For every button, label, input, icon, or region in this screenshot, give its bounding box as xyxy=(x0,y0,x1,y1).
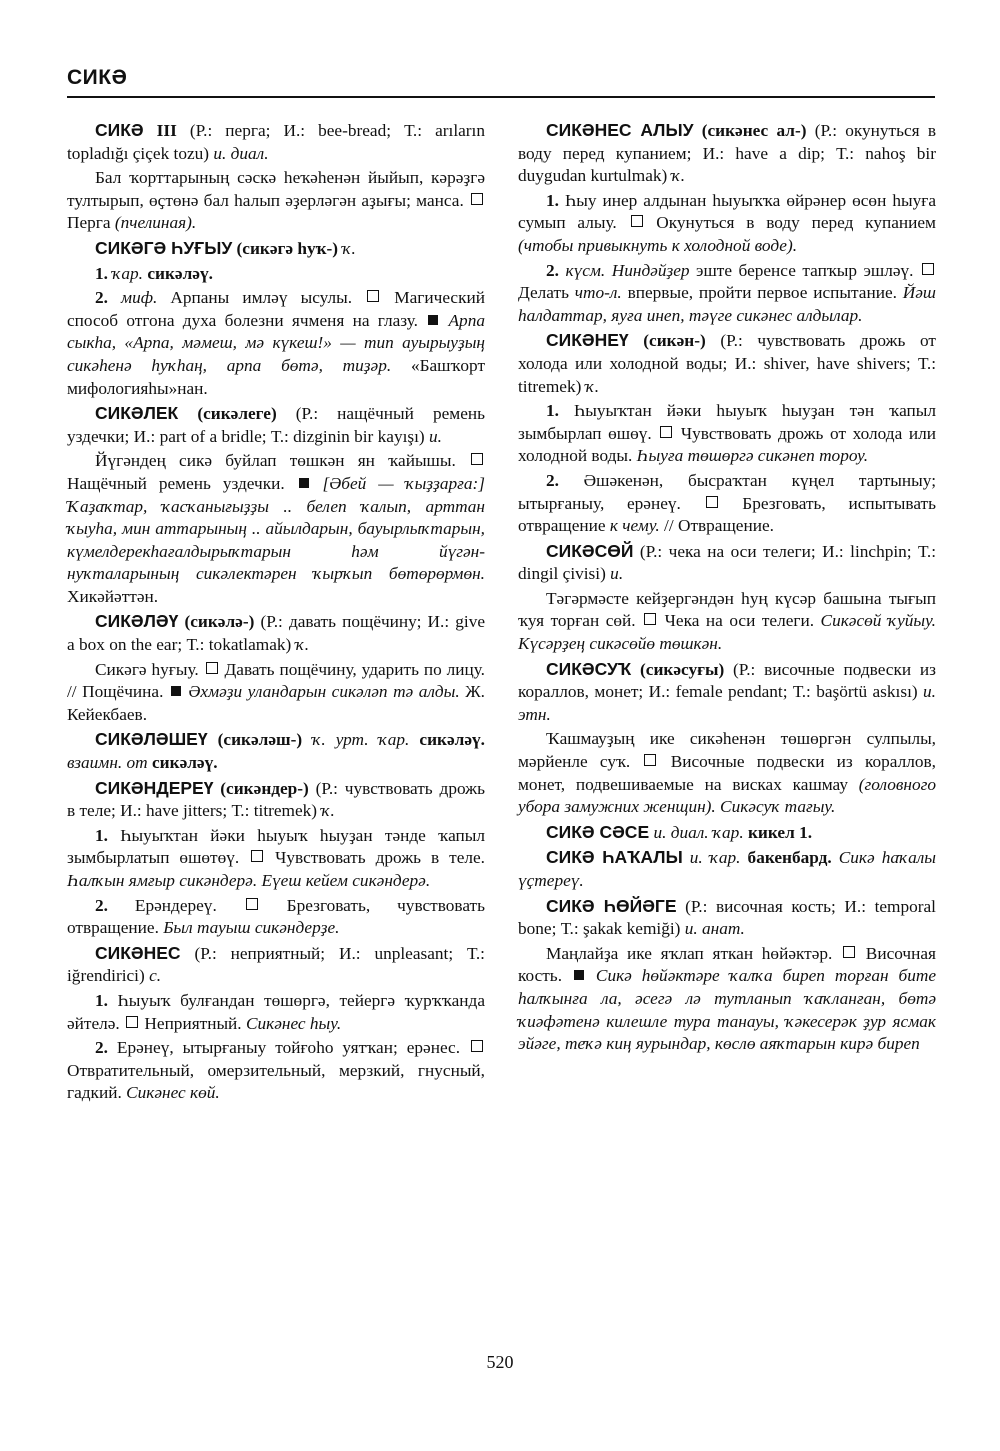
entry-sikanderau: СИКӘНДЕРЕҮ (сикәндер-) (Р.: чувствовать дрожь в теле; И.: have jitters; Т.: titremek) ҡ. xyxy=(67,777,485,821)
example: Был тауыш сикәндерҙе. xyxy=(158,918,340,938)
square-marker-icon xyxy=(631,215,643,227)
sense-2: 2. Ерәнеү, ытырғаныу тойғоһо уятҡан; ерәнес. Отвратительный, омерзительный, мерзкий, гнусный, гадкий. Сикәнес көй. xyxy=(67,1038,485,1103)
headword: СИКӘЛӘШЕҮ xyxy=(95,729,208,750)
headword: СИКӘНЕҮ xyxy=(546,330,629,351)
example: Сикәнес көй. xyxy=(121,1083,220,1103)
sense-2: 2. миф. Арпаны имләү ысулы. Магический способ отгона духа болезни ячменя на глазу. Арпа сыкһа, «Арпа, мәмеш, мә күкеш!» — тип ауырыуҙың сикәһенә һуҡһаң, арпа бөтә, тиҙәр. «Башҡорт мифологияһы»нан. xyxy=(67,288,485,398)
page-number: 520 xyxy=(486,1352,514,1372)
sense-2: 2. Ерәндереү. Брезговать, чувствовать отвращение. Был тауыш сикәндерҙе. xyxy=(67,895,485,938)
square-marker-icon xyxy=(471,453,483,465)
entry-sikasoy: СИКӘСӨЙ (Р.: чека на оси телеги; И.: linchpin; Т.: dingil çivisi) и. xyxy=(518,540,936,584)
entry-sikalau: СИКӘЛӘҮ (сикәлә-) (Р.: давать пощёчину; И.: give a box on the ear; Т.: tokatlamak) ҡ. xyxy=(67,611,486,655)
example: Сикә һаҡалы үҫтереү. xyxy=(518,848,937,890)
entry-sika-sese: СИКӘ СӘСЕ и. диал. ҡар. кикел 1. xyxy=(546,821,813,842)
headword: СИКӘНЕС xyxy=(95,942,181,963)
square-marker-icon xyxy=(126,1016,138,1028)
definition: Ҡашмауҙың ике сикәһенән төшөргән сулпылы, мәрйенле суҡ. Височные подвески из кораллов, монет, подвешиваемые на висках кашмау (головного убора замужних женщин). Сикәсуҡ тағыу. xyxy=(518,729,936,817)
filled-square-marker-icon xyxy=(299,478,309,488)
sense-2: 2. күсм. Ниндәйҙер эште беренсе тапҡыр эшләү. Делать что-л. впервые, пройти первое испытание. Йәш һалдаттар, яуға инеп, тәүге сикәнес алдылар. xyxy=(518,260,936,325)
example: Һыуға төшөргә сикәнеп тороу. xyxy=(632,446,869,466)
headword: СИКӘ xyxy=(95,120,144,140)
entry-sikalashau: СИКӘЛӘШЕҮ (сикәләш-) ҡ. урт. ҡар. сикәләү. взаимн. от сикәләү. xyxy=(67,729,486,773)
sense-1: 1. ҡар. сикәләү. xyxy=(95,263,213,283)
square-marker-icon xyxy=(471,193,483,205)
entry-sikasuk: СИКӘСУҠ (сикәсуғы) (Р.: височные подвески из кораллов, монет; И.: female pendant; Т.: başörtü askısı) и. этн. xyxy=(518,658,937,724)
entry-sika-3 xyxy=(67,119,485,165)
square-marker-icon xyxy=(706,496,718,508)
entry-sikaneu: СИКӘНЕҮ (сикән-) (Р.: чувствовать дрожь от холода или холодной воды; И.: shiver, have shivers; Т.: titremek) ҡ. xyxy=(518,330,936,396)
example: Арпа сыкһа, «Арпа, мәмеш, мә күкеш!» — тип ауырыуҙың сикәһенә һуҡһаң, арпа бөтә, тиҙәр. xyxy=(67,310,485,375)
headword: СИКӘГӘ ҺУҒЫУ xyxy=(95,237,233,258)
entry-sikanes: СИКӘНЕС (Р.: неприятный; И.: unpleasant; Т.: iğrendirici) с. xyxy=(67,942,485,986)
example: Әхмәҙи уландарын сикәләп тә алды. xyxy=(182,682,460,702)
example: Сикәнес һыу. xyxy=(241,1013,342,1033)
square-marker-icon xyxy=(644,754,656,766)
headword: СИКӘСУҠ xyxy=(546,658,632,679)
square-marker-icon xyxy=(843,946,855,958)
example: Һалҡын ямғыр сикәндерә. Еүеш кейем сикәндерә. xyxy=(67,871,431,890)
square-marker-icon xyxy=(251,850,263,862)
filled-square-marker-icon xyxy=(171,686,181,696)
definition: Маңлайҙа ике яҡлап яткан һөйәктәр. Височная кость. Сикә һөйәктәре ҡалҡа биреп торған бите һалҡынға ла, әсегә лә тутланып ҡаҡланған, бөтә ҡиәфәтенә килешле тура танауы, ҡәкесерәк ҙур ясмак эйәге, теҡә киң яурындар, көслө аяҡтарын кирә биреп xyxy=(518,943,936,1054)
entry-sika-hakaly: СИКӘ ҺАҠАЛЫ и. ҡар. бакенбард. Сикә һаҡалы үҫтереү. xyxy=(518,847,937,890)
entry-sikage-hugyu: СИКӘГӘ ҺУҒЫУ (сикәгә һуҡ-) ҡ. xyxy=(95,237,356,258)
square-marker-icon xyxy=(471,1040,483,1052)
definition: Йүгәндең сикә буйлап төшкән ян ҡайышы. Нащёчный ремень уздечки. [Әбей — ҡыҙҙарға:] Ҡаҙаҡтар, ҡасҡанығыҙҙы .. белеп ҡалып, арттан ҡыуһа, мин аттарының .. айылдарын, бауырлыҡтарын, күмелдерекһағалдырыҡтарын һәм йүгән-нуҡталарының сикәлектәрен ҡырҡып бөтөрөрмөн. Хикәйәттән. xyxy=(67,451,485,606)
sense-1: 1. Һыуыҡтан йәки һыуыҡ һыуҙан тәнде ҡапыл зымбырлатып өшөтөү. Чувствовать дрожь в теле. Һалҡын ямғыр сикәндерә. Еүеш кейем сикәндерә. xyxy=(67,825,485,890)
homonym-number: III xyxy=(156,121,177,140)
filled-square-marker-icon xyxy=(574,970,584,980)
sense-2: 2. Әшәкенән, бысраҡтан күңел тартыныу; ытырғаныу, ерәнеү. Брезговать, испытывать отвращение к чему. // Отвращение. xyxy=(518,470,936,536)
square-marker-icon xyxy=(367,290,379,302)
headword: СИКӘ ҺАҠАЛЫ xyxy=(546,847,683,868)
definition: Сикәгә һуғыу. Давать пощёчину, ударить по лицу. // Пощёчина. Әхмәҙи уландарын сикәләп тә алды. Ж. Кейекбаев. xyxy=(67,659,486,724)
pos-label: и. диал. xyxy=(213,143,269,163)
headword: СИКӘЛЕК xyxy=(95,403,179,424)
header-rule xyxy=(67,96,935,98)
sense-1: 1. Һыуыҡтан йәки һыуыҡ һыуҙан тән ҡапыл зымбырлап өшөү. Чувствовать дрожь от холода или холодной воды. Һыуға төшөргә сикәнеп тороу. xyxy=(518,401,936,466)
square-marker-icon xyxy=(246,898,258,910)
example: Сикәсуҡ тағыу. xyxy=(715,797,836,817)
right-column xyxy=(518,118,936,1058)
headword: СИКӘ ҺӨЙӘГЕ xyxy=(546,895,677,916)
example: Сикәсөй ҡуйыу. Күсәрҙең сикәсөйө төшкән. xyxy=(518,611,936,654)
filled-square-marker-icon xyxy=(428,315,438,325)
headword: СИКӘНЕС АЛЫУ xyxy=(546,120,694,140)
gloss: (Р.: перга; И.: bee-bread; Т.: arıların topladığı çiçek tozu) xyxy=(67,121,485,163)
square-marker-icon xyxy=(644,613,656,625)
headword: СИКӘНДЕРЕҮ xyxy=(95,777,214,798)
headword: СИКӘ СӘСЕ xyxy=(546,821,650,842)
left-column xyxy=(67,118,485,1107)
headword: СИКӘЛӘҮ xyxy=(95,611,179,632)
example: Сикә һөйәктәре ҡалҡа биреп торған бите һалҡынға ла, әсегә лә тутланып ҡаҡланған, бөтә ҡиәфәтенә килешле тура танауы, ҡәкесерәк ҙур ясмак эйәге, теҡә киң яурындар, көслө аяҡтарын кирә биреп xyxy=(518,966,936,1054)
sense-1: 1. Һыуыҡ булғандан төшөргә, тейергә ҡурҡҡанда әйтелә. Неприятный. Сикәнес һыу. xyxy=(67,990,485,1033)
square-marker-icon xyxy=(922,263,934,275)
headword: СИКӘСӨЙ xyxy=(546,540,634,561)
entry-sikalek: СИКӘЛЕК (сикәлеге) (Р.: нащёчный ремень уздечки; И.: part of a bridle; Т.: dizginin bir kayışı) и. xyxy=(67,403,485,446)
example: Йәш һалдаттар, яуға инеп, тәүге сикәнес алдылар. xyxy=(518,283,936,325)
definition: Бал ҡорттарының сәскә һеҡәһенән йыйып, кәрәҙгә тултырып, өҫтөнә бал һалып әҙерләгән аҙығы; манса. Перга (пчелиная). xyxy=(67,168,485,233)
running-head: СИКӘ xyxy=(67,66,128,89)
definition: Тәгәрмәсте кейҙергәндән һуң күсәр башына тығып ҡуя торған сөй. Чека на оси телеги. Сикәсөй ҡуйыу. Күсәрҙең сикәсөйө төшкән. xyxy=(518,588,936,654)
entry-sika-hoyage: СИКӘ ҺӨЙӘГЕ (Р.: височная кость; И.: temporal bone; Т.: şakak kemiği) и. анат. xyxy=(518,895,936,939)
example: Ҡаҙаҡтар, ҡасҡанығыҙҙы .. белеп ҡалып, арттан ҡыуһа, мин аттарының .. айылдарын, бауырлыҡтарын, күмелдерекһағалдырыҡтарын һәм йүгән-нуҡталарының сикәлектәрен ҡырҡып бөтөрөрмөн. xyxy=(67,496,485,584)
sense-1: 1. Һыу инер алдынан һыуыҡҡа өйрәнер өсөн һыуға сумып алыу. Окунуться в воду перед купанием (чтобы привыкнуть к холодной воде). xyxy=(518,190,936,255)
entry-sikanes-alyu: СИКӘНЕС АЛЫУ (сикәнес ал-) (Р.: окунуться в воду перед купанием; И.: have a dip; Т.: nahoş bir duygudan kurtulmak) ҡ. xyxy=(518,120,936,186)
square-marker-icon xyxy=(660,426,672,438)
square-marker-icon xyxy=(206,662,218,674)
